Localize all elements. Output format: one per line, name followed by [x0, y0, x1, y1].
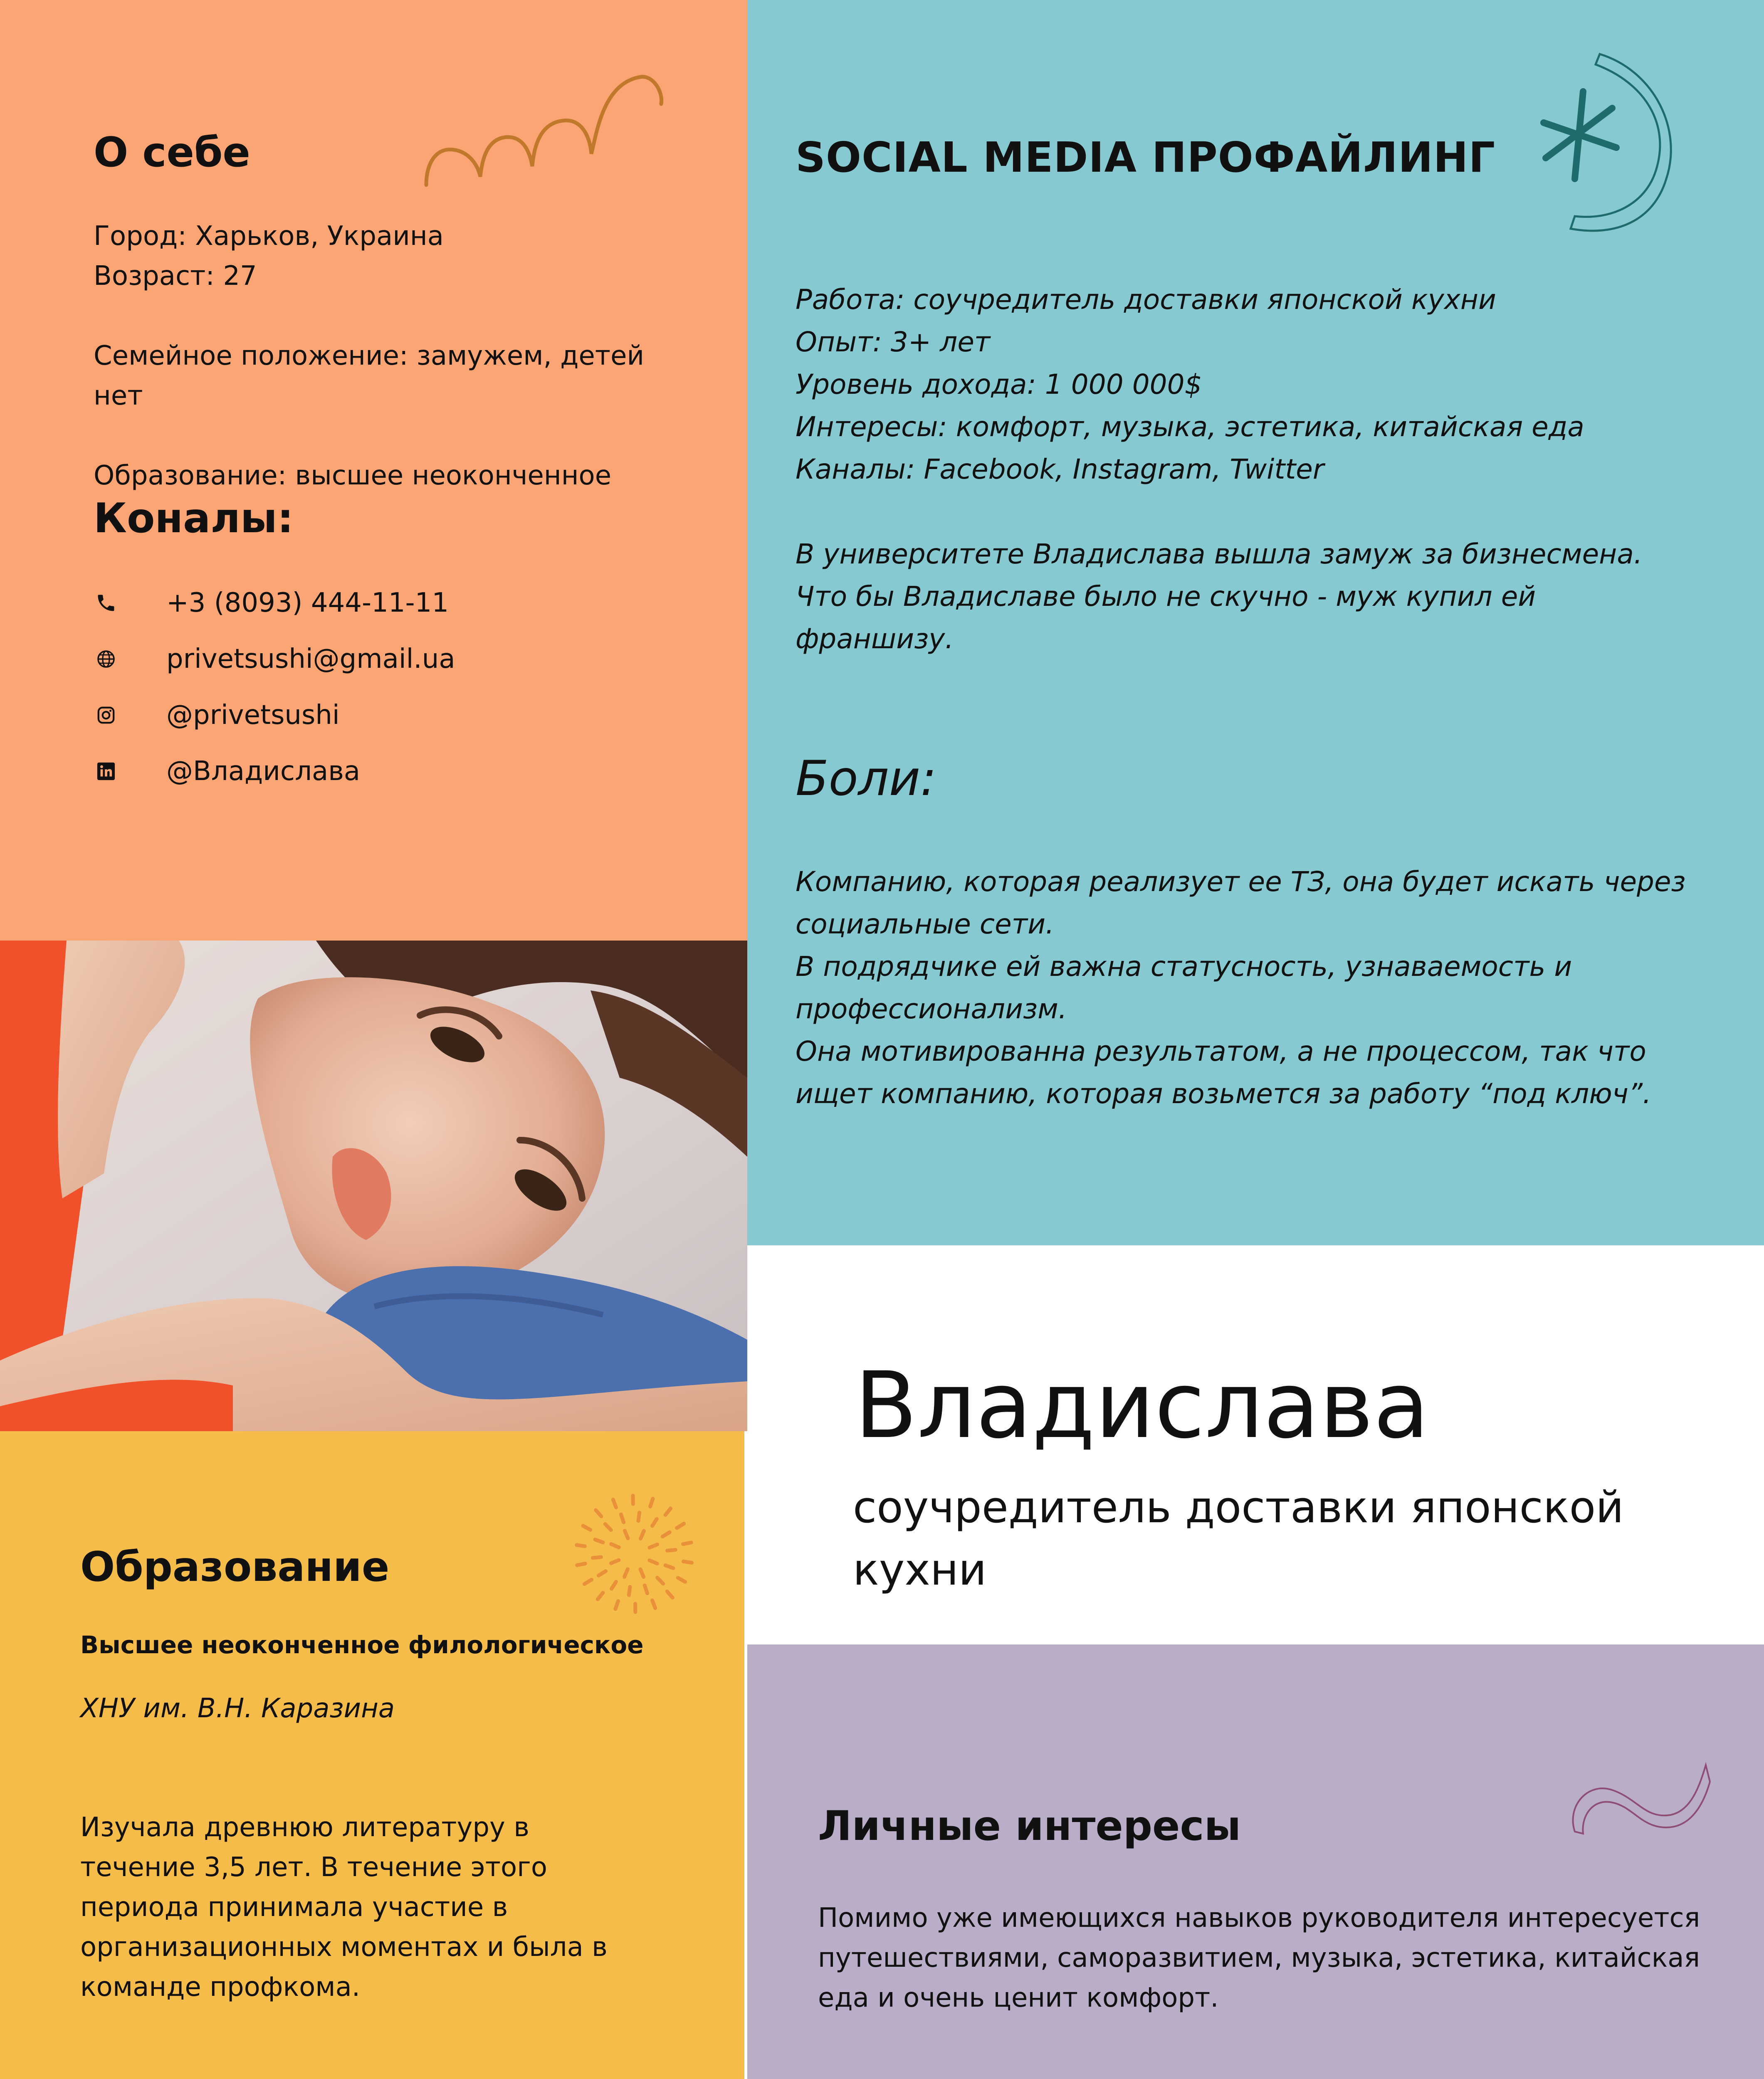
- portrait-image: [0, 941, 747, 1431]
- profile-role-line-2: кухни: [853, 1544, 987, 1595]
- education-desc-line-3: периода принимала участие в: [80, 1892, 508, 1923]
- interests-line-2: путешествиями, саморазвитием, музыка, эстетика, китайская: [818, 1943, 1700, 1973]
- pains-text: [796, 861, 1686, 1115]
- social-facts: [796, 279, 1643, 660]
- pains-line-3: В подрядчике ей важна статусность, узнаваемость и: [796, 951, 1572, 983]
- linkedin-icon: [94, 759, 119, 784]
- education-panel: [0, 1431, 744, 2079]
- contact-email[interactable]: [94, 636, 455, 682]
- pains-line-5: Она мотивированна результатом, а не процессом, так что: [796, 1035, 1646, 1067]
- contact-linkedin-value: @Владислава: [166, 756, 361, 787]
- contact-instagram[interactable]: [94, 692, 340, 738]
- education-desc-line-1: Изучала древнюю литературу в: [80, 1812, 529, 1843]
- contact-linkedin[interactable]: [94, 748, 360, 794]
- contact-phone[interactable]: [94, 580, 449, 626]
- about-education: Образование: высшее неоконченное: [94, 460, 612, 491]
- interests-text: [818, 1898, 1700, 2018]
- about-age: Возраст: 27: [94, 261, 257, 291]
- burst-decoration: [566, 1485, 703, 1622]
- education-title: Образование: [80, 1543, 390, 1591]
- about-details: [94, 216, 644, 496]
- contact-phone-value: +3 (8093) 444-11-11: [166, 588, 449, 618]
- wave-decoration: [1571, 1757, 1712, 1840]
- about-city: Город: Харьков, Украина: [94, 221, 444, 252]
- profile-role: [853, 1476, 1624, 1601]
- social-work: Работа: соучредитель доставки японской кухни: [796, 284, 1496, 316]
- squiggle-decoration: [420, 67, 670, 191]
- social-profile-panel: [747, 0, 1764, 1245]
- education-desc-line-5: команде профкома.: [80, 1972, 361, 2002]
- pains-line-2: социальные сети.: [796, 908, 1055, 940]
- social-interests: Интересы: комфорт, музыка, эстетика, китайская еда: [796, 411, 1584, 443]
- profile-name: Владислава: [855, 1352, 1430, 1459]
- social-story-line-1: В университете Владислава вышла замуж за бизнесмена.: [796, 538, 1643, 570]
- interests-line-3: еда и очень ценит комфорт.: [818, 1983, 1219, 2013]
- education-desc-line-2: течение 3,5 лет. В течение этого: [80, 1852, 547, 1883]
- education-degree: Высшее неоконченное филологическое: [80, 1631, 644, 1659]
- social-experience: Опыт: 3+ лет: [796, 326, 991, 358]
- pains-line-4: профессионализм.: [796, 993, 1067, 1025]
- about-panel: [0, 0, 747, 941]
- about-title: О себе: [94, 129, 250, 176]
- pains-line-1: Компанию, которая реализует ее ТЗ, она будет искать через: [796, 866, 1686, 898]
- phone-icon: [94, 590, 119, 615]
- social-story-line-2: Что бы Владиславе было не скучно - муж купил ей: [796, 580, 1536, 612]
- social-income: Уровень дохода: 1 000 000$: [796, 368, 1202, 400]
- name-panel: [747, 1245, 1764, 1644]
- interests-title: Личные интересы: [818, 1802, 1241, 1850]
- interests-panel: [747, 1644, 1764, 2079]
- social-title: SOCIAL MEDIA ПРОФАЙЛИНГ: [796, 133, 1496, 182]
- profile-photo: [0, 941, 747, 1431]
- globe-icon: [94, 647, 119, 672]
- education-university: ХНУ им. В.Н. Каразина: [80, 1693, 395, 1724]
- social-story-line-3: франшизу.: [796, 623, 954, 655]
- education-description: [80, 1807, 608, 2007]
- about-family-line-1: Семейное положение: замужем, детей: [94, 341, 645, 371]
- pains-line-6: ищет компанию, которая возьмется за работу “под ключ”.: [796, 1078, 1651, 1110]
- interests-line-1: Помимо уже имеющихся навыков руководителя интересуется: [818, 1903, 1700, 1933]
- pains-title: Боли:: [796, 751, 937, 807]
- contact-email-value: privetsushi@gmail.ua: [166, 644, 455, 674]
- instagram-icon: [94, 703, 119, 728]
- asterisk-moon-decoration: [1529, 46, 1687, 241]
- profile-role-line-1: соучредитель доставки японской: [853, 1482, 1624, 1533]
- social-channels: Каналы: Facebook, Instagram, Twitter: [796, 453, 1324, 485]
- education-desc-line-4: организационных моментах и была в: [80, 1932, 608, 1963]
- contacts-title: Коналы:: [94, 495, 294, 542]
- about-family-line-2: нет: [94, 380, 143, 411]
- contact-instagram-value: @privetsushi: [166, 700, 340, 731]
